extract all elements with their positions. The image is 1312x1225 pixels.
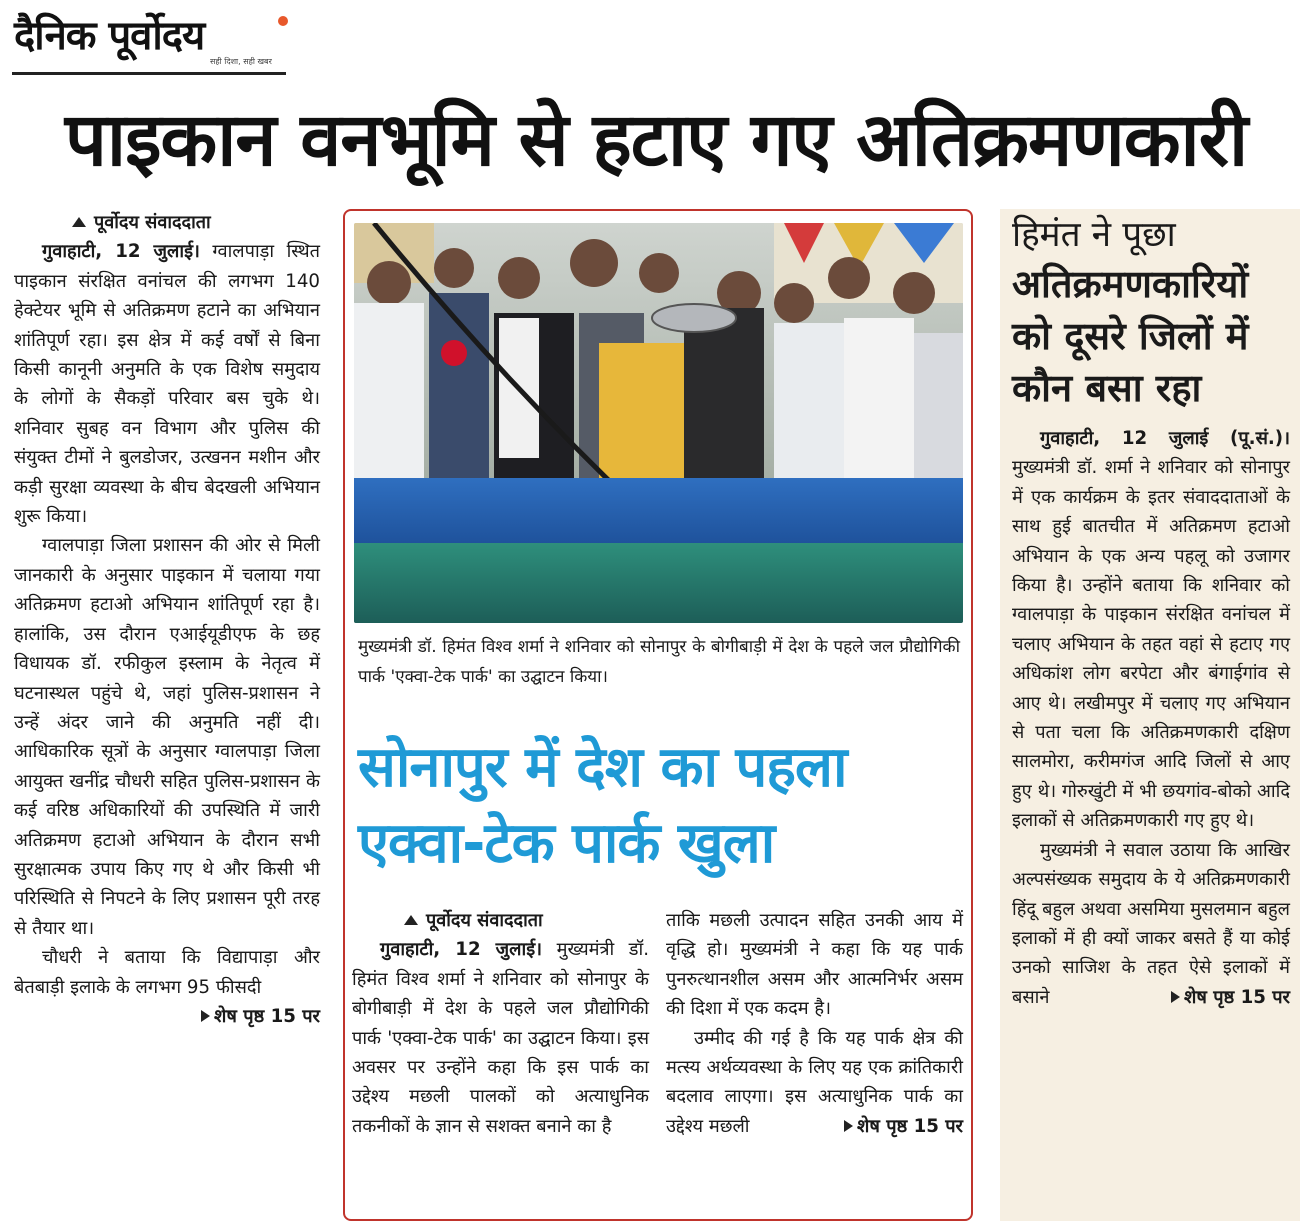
center-column-2 [666, 906, 963, 1141]
masthead-rule [12, 72, 286, 75]
right-continued: शेष पृष्ठ 15 पर [1143, 983, 1290, 1012]
center-paragraph-2: ताकि मछली उत्पादन सहित उनकी आय में वृद्धि हो। मुख्यमंत्री ने कहा कि यह पार्क पुनरुत्थानशील असम और आत्मनिर्भर असम की दिशा में एक कदम है। [666, 910, 963, 1020]
continued-arrow-icon [201, 1010, 210, 1022]
left-p3-text: चौधरी ने बताया कि विद्यापाड़ा और बेतबाड़ी इलाके के लगभग 95 फीसदी [14, 947, 320, 998]
left-p1-text: ग्वालपाड़ा स्थित पाइकान संरक्षित वनांचल की लगभग 140 हेक्टेयर भूमि से अतिक्रमण हटाने का अभियान शांतिपूर्ण रहा। इस क्षेत्र में कई वर्षों से बिना किसी कानूनी अनुमति के एक विशेष समुदाय के लोगों के सैकड़ों परिवार बस चुके थे। शनिवार सुबह वन विभाग और पुलिस की संयुक्त टीमों ने बुलडोजर, उत्खनन मशीन और कड़ी सुरक्षा व्यवस्था के बीच बेदखली अभियान शुरू किया। [14, 241, 320, 528]
center-headline-line-2: एक्वा-टेक पार्क खुला [358, 811, 775, 876]
right-headline [1012, 212, 1294, 414]
aqua-tech-park-photo [354, 223, 963, 623]
center-dateline: गुवाहाटी, 12 जुलाई। [380, 939, 543, 961]
center-continued: शेष पृष्ठ 15 पर [816, 1112, 963, 1141]
newspaper-tagline: सही दिशा, सही खबर [210, 57, 272, 66]
right-p1-text: मुख्यमंत्री डॉ. शर्मा ने शनिवार को सोनापुर में एक कार्यक्रम के इतर संवाददाताओं के साथ हुई बातचीत में अतिक्रमण हटाओ अभियान के एक अन्य पहलू को उजागर किया है। उन्होंने बताया कि शनिवार को ग्वालपाड़ा के पाइकान संरक्षित वनांचल में चलाए अभियान के तहत वहां से हटाए गए अधिकांश लोग बरपेटा और बंगाईगांव से आए थे। लखीमपुर में चलाए गए अभियान से पता चला कि अतिक्रमणकारी दक्षिण सालमोरा, करीमगंज आदि जिलों से आए हुए थे। गोरुखुंटी में भी छयगांव-बोको आदि इलाकों से अतिक्रमणकारी गए हुए थे। [1012, 457, 1290, 832]
photo-caption: मुख्यमंत्री डॉ. हिमंत विश्व शर्मा ने शनिवार को सोनापुर के बोगीबाड़ी में देश के पहले जल प्रौद्योगिकी पार्क 'एक्वा-टेक पार्क' का उद्घाटन किया। [358, 637, 960, 687]
center-byline-text: पूर्वोदय संवाददाता [426, 910, 543, 931]
center-paragraph-3 [666, 1024, 963, 1142]
right-paragraph-1 [1012, 424, 1290, 836]
left-dateline: गुवाहाटी, 12 जुलाई। [42, 241, 200, 263]
right-dateline: गुवाहाटी, 12 जुलाई (पू.सं.)। [1040, 428, 1290, 449]
center-col1-text: मुख्यमंत्री डॉ. हिमंत विश्व शर्मा ने शनिवार को सोनापुर के बोगीबाड़ी में देश के पहले जल प्रौद्योगिकी पार्क 'एक्वा-टेक पार्क' का उद्घाटन किया। इस अवसर पर उन्होंने कहा कि इस पार्क का उद्देश्य मछली पालकों को अत्याधुनिक तकनीकों के ज्ञान से सशक्त बनाने का है [352, 939, 649, 1137]
center-p3-text: उम्मीद की गई है कि यह पार्क क्षेत्र की मत्स्य अर्थव्यवस्था के लिए यह एक क्रांतिकारी बदलाव लाएगा। इस अत्याधुनिक पार्क का उद्देश्य मछली [666, 1027, 963, 1137]
left-story [14, 208, 320, 1031]
left-paragraph-2: ग्वालपाड़ा जिला प्रशासन की ओर से मिली जानकारी के अनुसार पाइकान में चलाया गया अतिक्रमण हटाओ अभियान शांतिपूर्ण रहा है। हालांकि, उस दौरान एआईयूडीएफ के छह विधायक डॉ. रफीकुल इस्लाम के नेतृत्व में घटनास्थल पहुंचे थे, जहां पुलिस-प्रशासन ने उन्हें अंदर जाने की अनुमति नहीं दी। आधिकारिक सूत्रों के अनुसार ग्वालपाड़ा जिला आयुक्त खनींद्र चौधरी सहित पुलिस-प्रशासन के कई वरिष्ठ अधिकारियों की उपस्थिति में जारी अतिक्रमण हटाओ अभियान के दौरान सभी सुरक्षात्मक उपाय किए गए थे और किसी भी परिस्थिति से निपटने के लिए प्रशासन पूरी तरह से तैयार था। [14, 535, 320, 939]
right-paragraph-2 [1012, 836, 1290, 1012]
left-paragraph-3 [14, 943, 320, 1027]
left-continued: शेष पृष्ठ 15 पर [173, 1002, 320, 1031]
continued-arrow-icon [1171, 991, 1180, 1003]
byline-triangle-icon [72, 217, 86, 227]
center-paragraph-1 [352, 935, 649, 1141]
right-story [1012, 424, 1290, 1012]
center-headline [358, 730, 958, 882]
continued-arrow-icon [844, 1120, 853, 1132]
right-headline-line-2: अतिक्रमणकारियों [1012, 262, 1249, 306]
left-byline-text: पूर्वोदय संवाददाता [94, 212, 211, 233]
main-headline: पाइकान वनभूमि से हटाए गए अतिक्रमणकारी [64, 97, 1248, 183]
left-paragraph-1 [14, 237, 320, 531]
center-column-1 [352, 906, 649, 1141]
right-headline-line-3: को दूसरे जिलों में [1012, 314, 1249, 358]
masthead [12, 6, 287, 72]
right-p2-text: मुख्यमंत्री ने सवाल उठाया कि आखिर अल्पसंख्यक समुदाय के ये अतिक्रमणकारी हिंदू बहुल अथवा असमिया मुसलमान बहुल इलाकों में ही क्यों जाकर बसते हैं या कोई उनको साजिश के तहत ऐसे इलाकों में बसाने [1012, 839, 1290, 1008]
right-headline-line-1: हिमंत ने पूछा [1012, 215, 1176, 255]
center-byline [352, 906, 649, 935]
right-headline-line-4: कौन बसा रहा [1012, 366, 1202, 410]
logo-dot-icon [278, 16, 288, 26]
byline-triangle-icon [404, 915, 418, 925]
newspaper-name: दैनिक पूर्वोदय [14, 13, 205, 59]
center-headline-line-1: सोनापुर में देश का पहला [358, 735, 847, 800]
left-byline [14, 208, 320, 237]
